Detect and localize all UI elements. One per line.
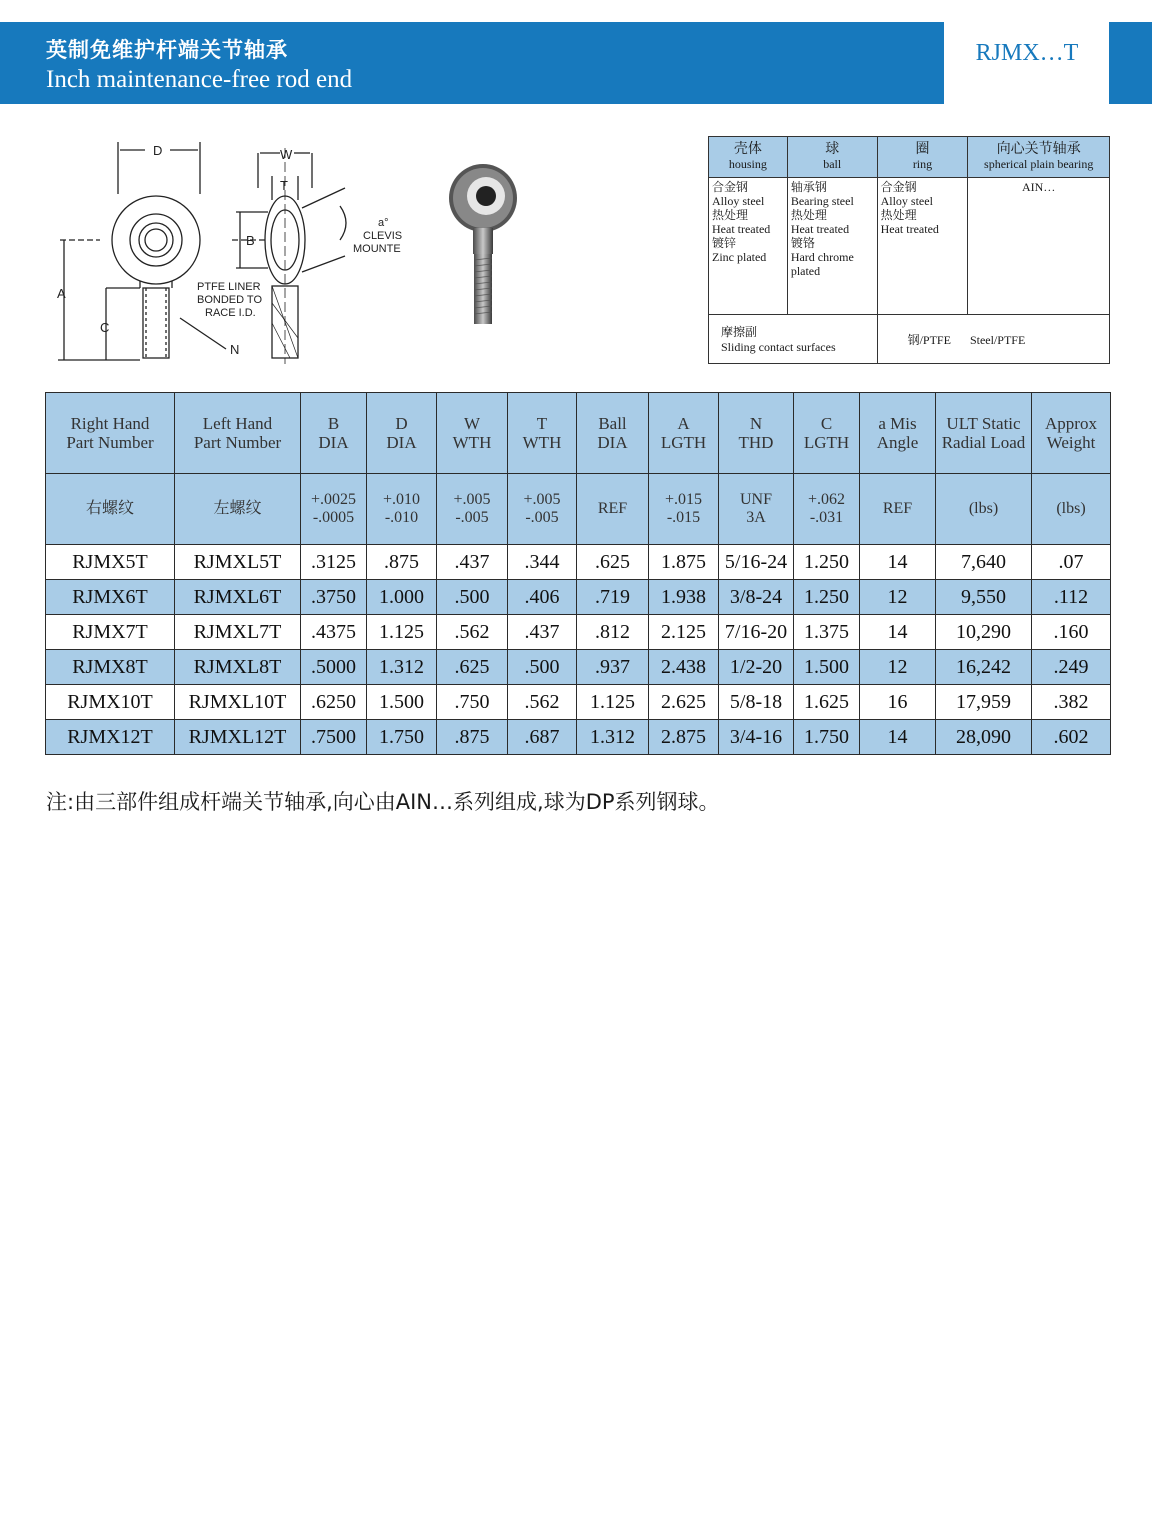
table-cell: 7,640 [936, 545, 1032, 580]
table-cell: 5/8-18 [719, 685, 794, 720]
table-cell: .602 [1032, 720, 1111, 755]
label-t: T [280, 178, 288, 193]
table-tolerance-row [46, 474, 1111, 545]
table-cell: .344 [508, 545, 577, 580]
table-cell: 3/8-24 [719, 580, 794, 615]
table-cell: .249 [1032, 650, 1111, 685]
column-header: a Mis Angle [860, 393, 936, 474]
label-n: N [230, 342, 240, 357]
column-tolerance: (lbs) [1032, 474, 1111, 545]
column-tolerance: 左螺纹 [175, 474, 301, 545]
table-cell: .437 [437, 545, 508, 580]
label-a: A [57, 286, 66, 301]
housing-material: 合金钢 Alloy steel 热处理 Heat treated 镀锌 Zinc plated [709, 178, 788, 315]
table-cell: 16 [860, 685, 936, 720]
rod-end-drawing [40, 128, 420, 368]
rod-end-photo [438, 160, 528, 330]
table-cell: 1.000 [367, 580, 437, 615]
title-chinese: 英制免维护杆端关节轴承 [46, 37, 288, 62]
header-banner [0, 22, 944, 104]
header-ball: 球 ball [787, 137, 877, 178]
table-cell: .406 [508, 580, 577, 615]
column-tolerance: +.0025 -.0005 [301, 474, 367, 545]
table-cell: RJMX5T [46, 545, 175, 580]
table-row [46, 545, 1111, 580]
column-tolerance: +.010 -.010 [367, 474, 437, 545]
contact-surfaces-row [709, 315, 1110, 364]
table-cell: .719 [577, 580, 649, 615]
table-cell: .875 [437, 720, 508, 755]
table-cell: RJMX6T [46, 580, 175, 615]
table-cell: .112 [1032, 580, 1111, 615]
table-cell: 2.125 [649, 615, 719, 650]
header-ring: 圈 ring [877, 137, 968, 178]
label-b: B [246, 233, 255, 248]
column-tolerance: +.062 -.031 [794, 474, 860, 545]
label-c: C [100, 320, 110, 335]
table-cell: .500 [508, 650, 577, 685]
table-cell: 1.500 [794, 650, 860, 685]
column-tolerance: +.005 -.005 [508, 474, 577, 545]
column-tolerance: UNF 3A [719, 474, 794, 545]
table-row [46, 650, 1111, 685]
table-cell: RJMXL12T [175, 720, 301, 755]
table-row [46, 580, 1111, 615]
dimensions-table [45, 392, 1111, 755]
table-cell: .160 [1032, 615, 1111, 650]
table-cell: .625 [437, 650, 508, 685]
table-cell: 2.625 [649, 685, 719, 720]
table-cell: 1.500 [367, 685, 437, 720]
table-cell: .437 [508, 615, 577, 650]
label-bonded: BONDED TO [197, 294, 262, 306]
table-cell: RJMX7T [46, 615, 175, 650]
footnote: 注:由三部件组成杆端关节轴承,向心由AIN…系列组成,球为DP系列钢球。 [46, 790, 720, 814]
table-cell: 1.312 [577, 720, 649, 755]
table-row [46, 615, 1111, 650]
column-header: B DIA [301, 393, 367, 474]
table-cell: RJMX8T [46, 650, 175, 685]
table-cell: 9,550 [936, 580, 1032, 615]
table-cell: RJMXL6T [175, 580, 301, 615]
title-english: Inch maintenance-free rod end [46, 66, 353, 93]
label-ptfe-liner: PTFE LINER [197, 281, 261, 293]
table-cell: .875 [367, 545, 437, 580]
table-cell: 1.750 [794, 720, 860, 755]
table-cell: .937 [577, 650, 649, 685]
table-cell: .562 [437, 615, 508, 650]
table-cell: 3/4-16 [719, 720, 794, 755]
table-cell: RJMX10T [46, 685, 175, 720]
table-row [46, 685, 1111, 720]
table-cell: .562 [508, 685, 577, 720]
table-cell: .7500 [301, 720, 367, 755]
column-header: Approx Weight [1032, 393, 1111, 474]
table-cell: 14 [860, 615, 936, 650]
table-cell: .3125 [301, 545, 367, 580]
column-tolerance: (lbs) [936, 474, 1032, 545]
table-cell: 1/2-20 [719, 650, 794, 685]
label-mounted: MOUNTE [353, 243, 401, 255]
series-code: RJMX…T [975, 40, 1079, 66]
table-cell: 2.875 [649, 720, 719, 755]
table-row [46, 720, 1111, 755]
table-cell: 14 [860, 545, 936, 580]
table-cell: 12 [860, 580, 936, 615]
header-housing: 壳体 housing [709, 137, 788, 178]
column-tolerance: REF [860, 474, 936, 545]
table-cell: RJMXL8T [175, 650, 301, 685]
table-cell: .687 [508, 720, 577, 755]
table-cell: 12 [860, 650, 936, 685]
table-cell: 10,290 [936, 615, 1032, 650]
table-cell: 1.375 [794, 615, 860, 650]
table-cell: .07 [1032, 545, 1111, 580]
table-cell: 1.250 [794, 580, 860, 615]
materials-table [708, 136, 1110, 364]
table-cell: .812 [577, 615, 649, 650]
column-header: N THD [719, 393, 794, 474]
table-cell: 1.125 [367, 615, 437, 650]
ball-material: 轴承钢 Bearing steel 热处理 Heat treated 镀铬 Hard chrome plated [787, 178, 877, 315]
column-tolerance: +.015 -.015 [649, 474, 719, 545]
table-cell: .625 [577, 545, 649, 580]
table-cell: 1.125 [577, 685, 649, 720]
contact-value: 钢/PTFE Steel/PTFE [877, 315, 1109, 364]
table-cell: 14 [860, 720, 936, 755]
table-cell: 1.750 [367, 720, 437, 755]
label-race: RACE I.D. [205, 307, 256, 319]
ring-material: 合金钢 Alloy steel 热处理 Heat treated [877, 178, 968, 315]
header-tab [1109, 22, 1152, 104]
contact-label: 摩擦副 Sliding contact surfaces [709, 315, 878, 364]
column-header: D DIA [367, 393, 437, 474]
header-bearing: 向心关节轴承 spherical plain bearing [968, 137, 1110, 178]
bearing-series: AIN… [968, 178, 1110, 315]
table-cell: .6250 [301, 685, 367, 720]
column-tolerance: +.005 -.005 [437, 474, 508, 545]
table-cell: .4375 [301, 615, 367, 650]
column-header: T WTH [508, 393, 577, 474]
column-header: A LGTH [649, 393, 719, 474]
label-clevis: CLEVIS [363, 230, 403, 242]
label-angle: a° [378, 217, 389, 229]
column-tolerance: REF [577, 474, 649, 545]
table-cell: 17,959 [936, 685, 1032, 720]
table-cell: .500 [437, 580, 508, 615]
column-header: Ball DIA [577, 393, 649, 474]
table-cell: RJMXL5T [175, 545, 301, 580]
table-cell: 1.312 [367, 650, 437, 685]
table-cell: RJMXL7T [175, 615, 301, 650]
table-cell: 16,242 [936, 650, 1032, 685]
table-cell: .5000 [301, 650, 367, 685]
column-header: Right Hand Part Number [46, 393, 175, 474]
table-cell: .382 [1032, 685, 1111, 720]
column-header: W WTH [437, 393, 508, 474]
table-cell: 7/16-20 [719, 615, 794, 650]
table-cell: RJMXL10T [175, 685, 301, 720]
table-cell: RJMX12T [46, 720, 175, 755]
table-cell: 28,090 [936, 720, 1032, 755]
label-w: W [280, 147, 293, 162]
column-header: C LGTH [794, 393, 860, 474]
table-cell: 1.875 [649, 545, 719, 580]
materials-body-row [709, 178, 1110, 315]
table-cell: 5/16-24 [719, 545, 794, 580]
table-cell: .750 [437, 685, 508, 720]
table-header-row [46, 393, 1111, 474]
table-cell: 1.625 [794, 685, 860, 720]
label-d: D [153, 143, 163, 158]
materials-header-row [709, 137, 1110, 178]
table-body [46, 545, 1111, 755]
column-tolerance: 右螺纹 [46, 474, 175, 545]
column-header: ULT Static Radial Load [936, 393, 1032, 474]
table-cell: 2.438 [649, 650, 719, 685]
column-header: Left Hand Part Number [175, 393, 301, 474]
table-cell: 1.250 [794, 545, 860, 580]
table-cell: 1.938 [649, 580, 719, 615]
table-cell: .3750 [301, 580, 367, 615]
